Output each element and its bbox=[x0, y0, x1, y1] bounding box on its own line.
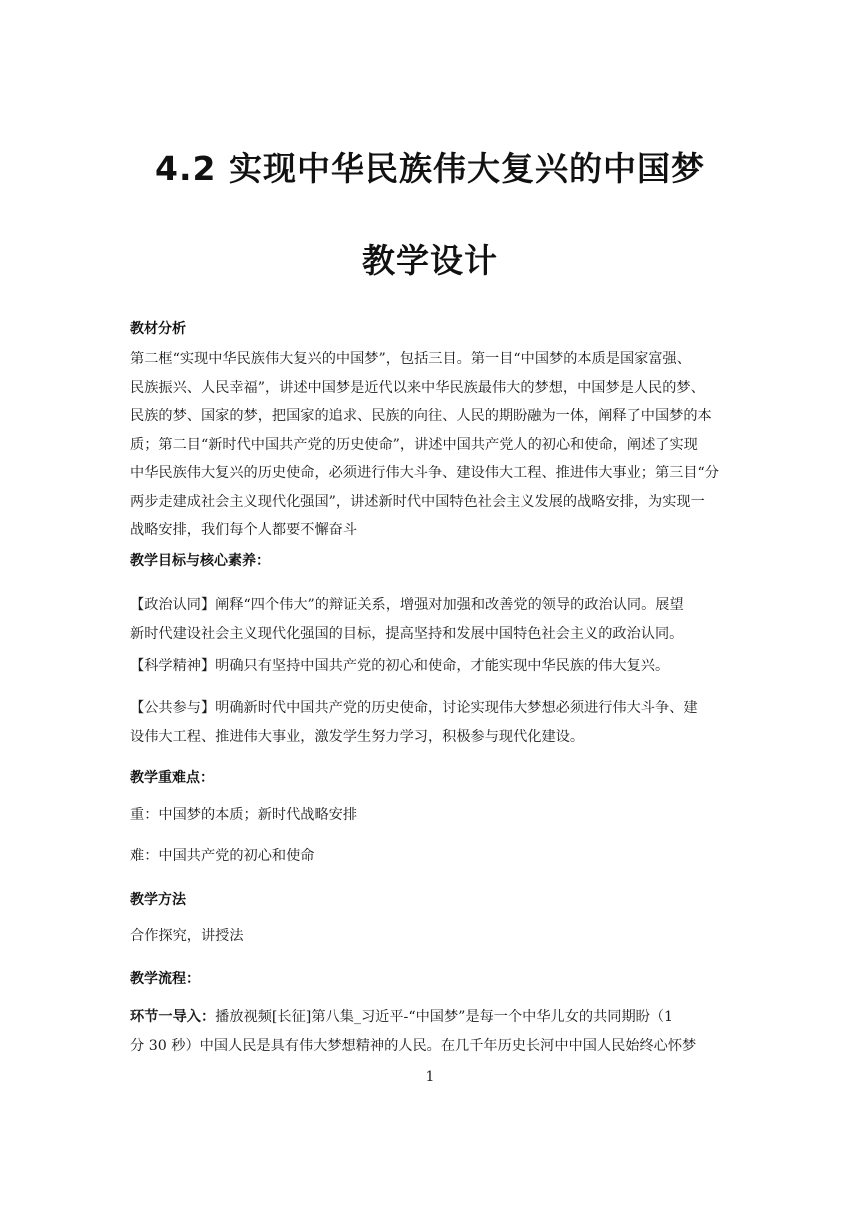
section-heading-method: 教学方法 bbox=[130, 892, 186, 908]
paragraph-line: 难：中国共产党的初心和使命 bbox=[130, 848, 315, 864]
page-number: 1 bbox=[425, 1069, 435, 1085]
paragraph-line: 合作探究，讲授法 bbox=[130, 928, 244, 944]
document-subtitle: 教学设计 bbox=[362, 241, 498, 280]
paragraph-line: 战略安排，我们每个人都要不懈奋斗 bbox=[130, 522, 358, 538]
paragraph-line: 设伟大工程、推进伟大事业，激发学生努力学习，积极参与现代化建设。 bbox=[130, 728, 585, 745]
paragraph-line: 【科学精神】明确只有坚持中国共产党的初心和使命，才能实现中华民族的伟大复兴。 bbox=[130, 658, 670, 674]
goal-public-paragraph bbox=[130, 694, 730, 751]
section-heading-goals: 教学目标与核心素养： bbox=[130, 553, 270, 569]
paragraph-line: 新时代建设社会主义现代化强国的目标，提高坚持和发展中国特色社会主义的政治认同。 bbox=[130, 625, 684, 642]
goal-political-paragraph bbox=[130, 591, 730, 648]
paragraph-line: 【政治认同】阐释“四个伟大”的辩证关系，增强对加强和改善党的领导的政治认同。展望 bbox=[130, 597, 684, 613]
section-heading-keypoints: 教学重难点： bbox=[130, 770, 214, 786]
goal-science-paragraph bbox=[130, 652, 730, 681]
method-text bbox=[130, 922, 730, 951]
paragraph-line bbox=[130, 1003, 730, 1032]
paragraph-line: 中华民族伟大复兴的历史使命，必须进行伟大斗争、建设伟大工程、推进伟大事业；第三目“分 bbox=[130, 465, 719, 481]
process-step1-paragraph bbox=[130, 1003, 730, 1060]
step1-label: 环节一导入： bbox=[130, 1009, 216, 1025]
document-title: 4.2 实现中华民族伟大复兴的中国梦 bbox=[155, 149, 705, 188]
paragraph-line: 两步走建成社会主义现代化强国”，讲述新时代中国特色社会主义发展的战略安排，为实现一 bbox=[130, 493, 705, 510]
paragraph-line: 第二框“实现中华民族伟大复兴的中国梦”，包括三目。第一目“中国梦的本质是国家富强、 bbox=[130, 351, 691, 367]
step1-text: 播放视频[长征]第八集_习近平-“中国梦”是每一个中华儿女的共同期盼（1 bbox=[215, 1009, 674, 1025]
section-heading-process: 教学流程： bbox=[130, 971, 200, 987]
keypoint-key-text bbox=[130, 801, 730, 830]
keypoint-difficult-text bbox=[130, 842, 730, 871]
material-paragraph bbox=[130, 345, 730, 545]
section-heading-material: 教材分析 bbox=[130, 321, 186, 337]
paragraph-line: 民族的梦、国家的梦，把国家的追求、民族的向往、人民的期盼融为一体，阐释了中国梦的本 bbox=[130, 408, 712, 424]
paragraph-line: 质；第二目“新时代中国共产党的历史使命”，讲述中国共产党人的初心和使命，阐述了实现 bbox=[130, 436, 698, 453]
paragraph-line: 重：中国梦的本质；新时代战略安排 bbox=[130, 807, 358, 823]
paragraph-line: 【公共参与】明确新时代中国共产党的历史使命，讨论实现伟大梦想必须进行伟大斗争、建 bbox=[130, 700, 698, 716]
paragraph-line: 民族振兴、人民幸福”，讲述中国梦是近代以来中华民族最伟大的梦想，中国梦是人民的梦、 bbox=[130, 379, 705, 396]
paragraph-line: 分 30 秒）中国人民是具有伟大梦想精神的人民。在几千年历史长河中中国人民始终心怀梦 bbox=[130, 1037, 697, 1054]
